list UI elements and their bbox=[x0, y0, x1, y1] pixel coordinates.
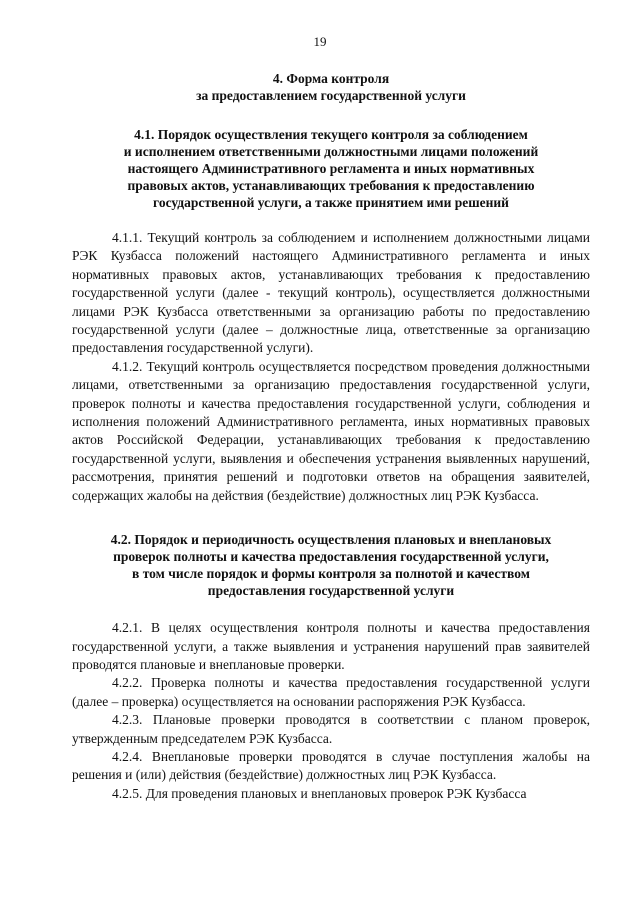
subsection-title-line: государственной услуги, а также принятием ими решений bbox=[153, 195, 509, 210]
subsection-title-line: 4.2. Порядок и периодичность осуществления плановых и внеплановых bbox=[110, 532, 552, 548]
subsection-title-line: настоящего Административного регламента и иных нормативных bbox=[127, 161, 535, 176]
page-number: 19 bbox=[313, 34, 327, 49]
paragraph-4-2-1: 4.2.1. В целях осуществления контроля полноты и качества предоставления государственной услуги, а также выявления и устранения нарушений прав заявителей проводятся плановые и внеплановые проверки. bbox=[72, 620, 590, 672]
subsection-title-line: правовых актов, устанавливающих требования к предоставлению bbox=[127, 178, 535, 193]
subsection-4-2-title bbox=[72, 531, 590, 599]
section-title bbox=[72, 70, 590, 104]
section-title-line: за предоставлением государственной услуги bbox=[196, 88, 466, 103]
subsection-title-line: 4.1. Порядок осуществления текущего контроля за соблюдением bbox=[134, 127, 528, 142]
paragraph-4-1-2: 4.1.2. Текущий контроль осуществляется посредством проведения должностными лицами, ответственными за организацию предоставления государственной услуги, проверок полноты и качества предоставления государственной услуги, соблюдения и исполнения положений Административного регламента, иных нормативных правовых актов Российской Федерации, устанавливающих требования к предоставлению государственной услуги, выявления и обеспечения устранения выявленных нарушений, рассмотрения, принятия решений и подготовки ответов на обращения заявителей, содержащих жалобы на действия (бездействие) должностных лиц РЭК Кузбасса. bbox=[72, 358, 590, 503]
paragraph-4-2-5: 4.2.5. Для проведения плановых и внеплановых проверок РЭК Кузбасса bbox=[112, 785, 527, 801]
subsection-title-line: и исполнением ответственными должностными лицами положений bbox=[123, 144, 539, 159]
paragraph-4-2-3: 4.2.3. Плановые проверки проводятся в соответствии с планом проверок, утвержденным председателем РЭК Кузбасса. bbox=[72, 712, 590, 746]
subsection-title-line: в том числе порядок и формы контроля за полнотой и качеством bbox=[132, 566, 530, 582]
section-title-line: 4. Форма контроля bbox=[272, 71, 390, 86]
paragraph-4-2-2: 4.2.2. Проверка полноты и качества предоставления государственной услуги (далее – проверка) осуществляется на основании распоряжения РЭК Кузбасса. bbox=[72, 675, 590, 709]
subsection-title-line: предоставления государственной услуги bbox=[207, 583, 455, 599]
subsection-4-1-title bbox=[72, 126, 590, 211]
paragraph-4-2-4: 4.2.4. Внеплановые проверки проводятся в случае поступления жалобы на решения и (или) действия (бездействие) должностных лиц РЭК Кузбасса. bbox=[72, 748, 590, 783]
subsection-title-line: проверок полноты и качества предоставления государственной услуги, bbox=[113, 549, 549, 565]
document-content bbox=[72, 70, 590, 803]
paragraph-4-1-1: 4.1.1. Текущий контроль за соблюдением и исполнением должностными лицами РЭК Кузбасса положений настоящего Административного регламента и иных нормативных правовых актов, устанавливающих требования к предоставлению государственной услуги (далее - текущий контроль), осуществляется должностными лицами РЭК Кузбасса ответственными за организацию работы по предоставлению государственной услуги (далее – должностные лица, ответственные за организацию предоставления государственной услуги). bbox=[72, 230, 590, 356]
